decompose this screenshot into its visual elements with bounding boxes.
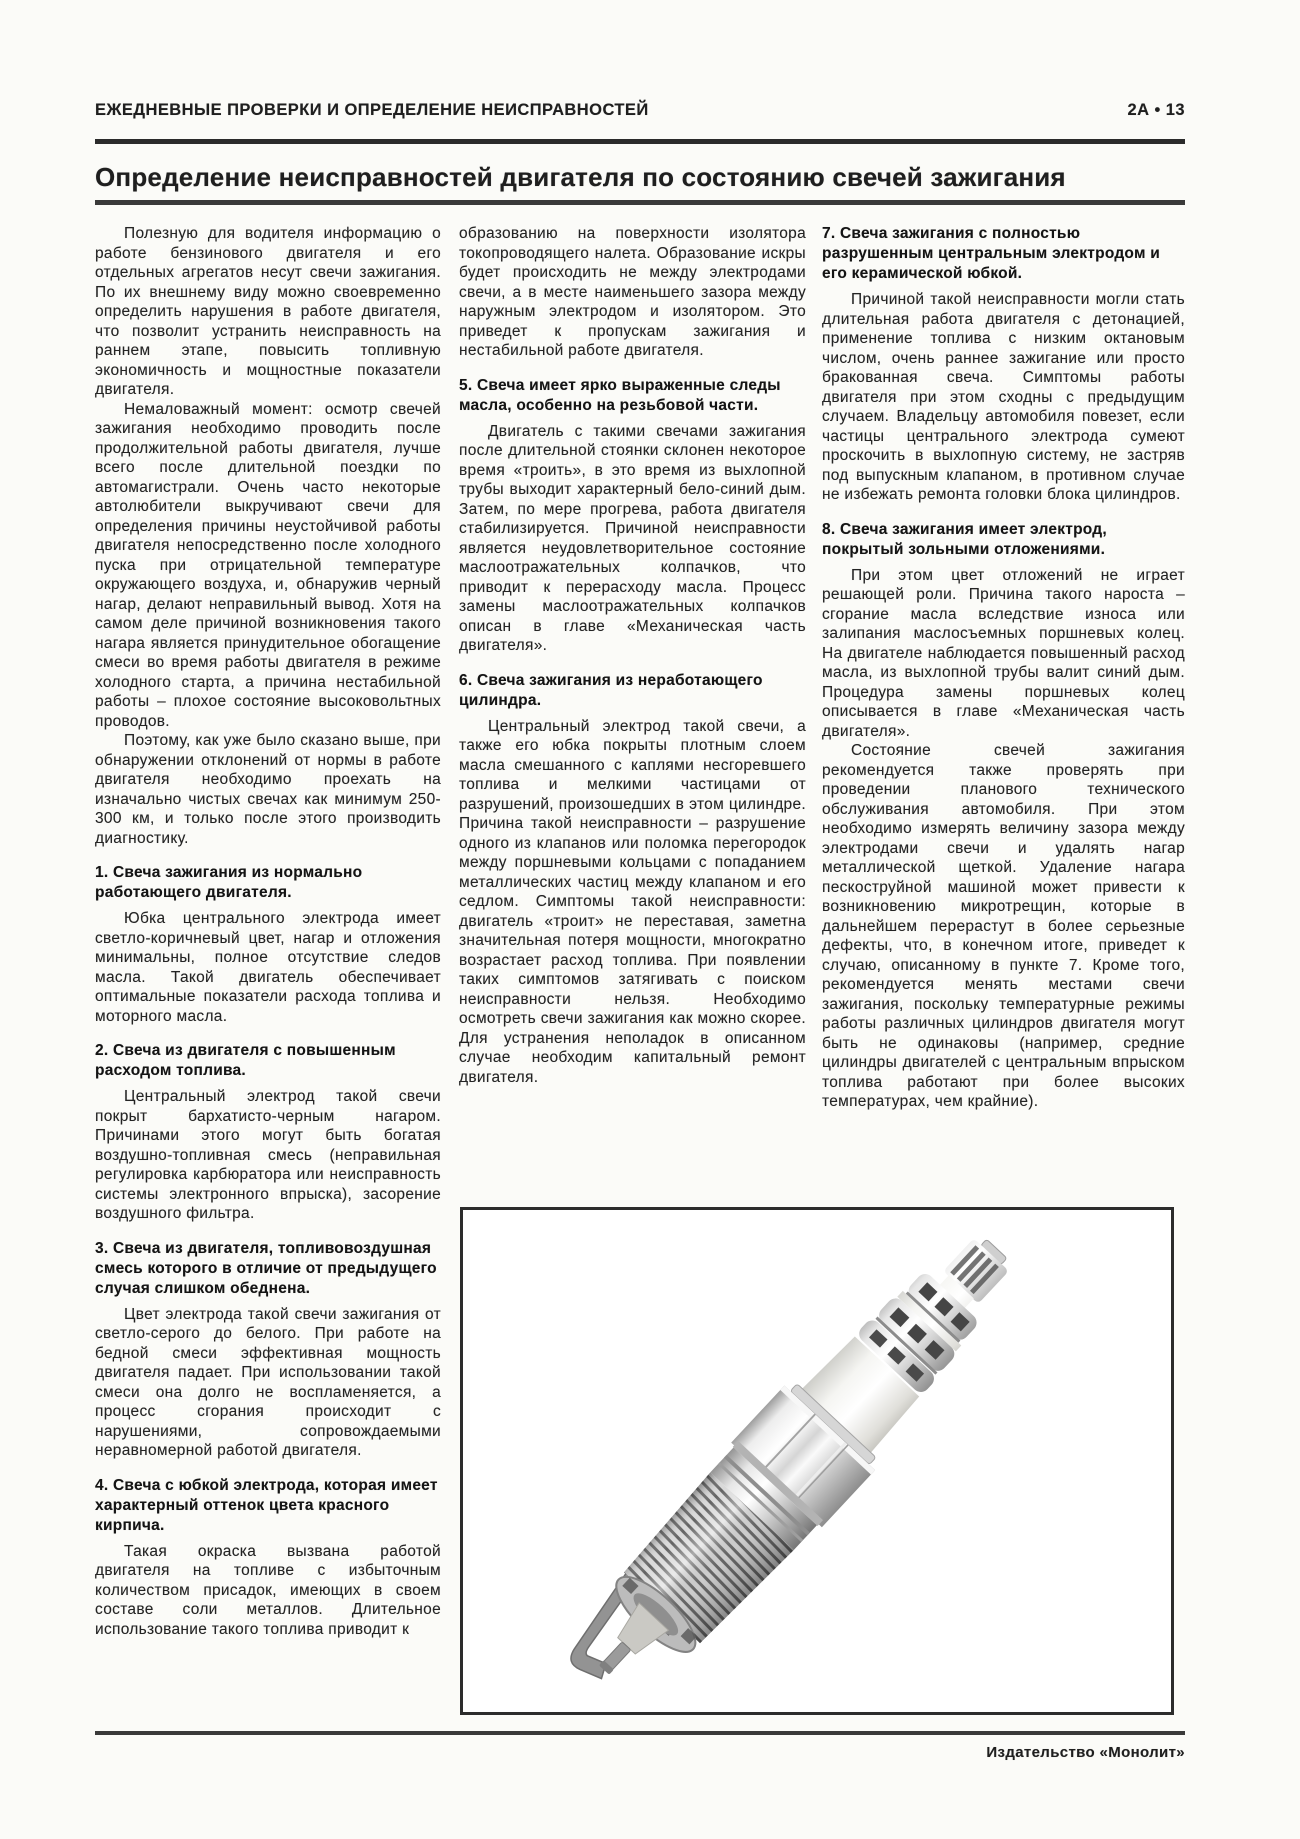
item-heading: 1. Свеча зажигания из нормально работающего двигателя. [95,864,363,901]
item-heading: 5. Свеча имеет ярко выраженные следы масла, особенно на резьбовой части. [459,376,781,414]
body-paragraph: Центральный электрод такой свечи, а также его юбка покрыты плотным слоем масла смешанного с каплями несгоревшего топлива и мелкими частицами от разрушений, произошедших в этом цилиндре. Причина такой неисправности – разрушение одного из клапанов или поломка перегородок между поршневыми кольцами с попаданием металлических частиц между клапаном и его седлом. Симптомы такой неисправности: двигатель «троит» не переставая, заметна значительная потеря мощности, многократно возрастает расход топлива. При появлении таких симптомов затягивать с поиском неисправности нельзя. Необходимо осмотреть свечи зажигания как можно скорее. Для устранения неполадок в описанном случае необходим капитальный ремонт двигателя. [459,717,806,1086]
spark-plug-figure [464,1211,1170,1711]
body-paragraph: Такая окраска вызвана работой двигателя на топливе с избыточным количеством присадок, имеющих в своем составе соли металлов. Длительное использование такого топлива приводит к [95,1542,441,1638]
body-paragraph: Немаловажный момент: осмотр свечей зажигания необходимо проводить после продолжительной работы двигателя, лучше всего после длительной поездки по автомагистрали. Очень часто некоторые автолюбители выкручивают свечи для определения причины неустойчивой работы двигателя непосредственно после холодного пуска при отрицательной температуре окружающего воздуха, и, обнаружив черный нагар, делают неправильный вывод. Хотя на самом деле причиной возникновения такого нагара является принудительное обогащение смеси во время работы двигателя в режиме холодного старта, а причина нестабильной работы – плохое состояние высоковольтных проводов. [95,400,441,730]
column-middle [459,224,806,1087]
body-paragraph: Центральный электрод такой свечи покрыт бархатисто-черным нагаром. Причинами этого могут быть богатая воздушно-топливная смесь (неправильная регулировка карбюратора или неисправность системы электронного впрыска), засорение воздушного фильтра. [95,1088,441,1222]
body-paragraph: Поэтому, как уже было сказано выше, при обнаружении отклонений от нормы в работе двигателя необходимо проехать на изначально чистых свечах как минимум 250-300 км, и только после этого производить диагностику. [95,732,441,847]
item-heading: 4. Свеча с юбкой электрода, которая имеет характерный оттенок цвета красного кирпича. [95,1476,438,1534]
body-paragraph: Полезную для водителя информацию о работе бензинового двигателя и его отдельных агрегатов несут свечи зажигания. По их внешнему виду можно своевременно определить нарушения в работе двигателя, что позволит устранить неисправность на раннем этапе, повысить топливную экономичность и мощностные показатели двигателя. [95,225,441,398]
column-left [95,224,441,1639]
body-paragraph: Причиной такой неисправности могли стать длительная работа двигателя с детонацией, применение топлива с низким октановым числом, очень раннее зажигание или просто бракованная свеча. Симптомы работы двигателя при этом сходны с предыдущим случаем. Владельцу автомобиля повезет, если частицы центрального электрода сумеют проскочить в выхлопную систему, не застряв под выпускным клапаном, в противном случае не избежать ремонта головки блока цилиндров. [822,291,1185,503]
body-paragraph: При этом цвет отложений не играет решающей роли. Причина такого нароста – сгорание масла вследствие износа или залипания маслосъемных поршневых колец. На двигателе наблюдается повышенный расход масла, из выхлопной трубы валит синий дым. Процедура замены поршневых колец описывается в главе «Механическая часть двигателя». [822,566,1185,740]
column-right [822,224,1185,1112]
item-heading: 8. Свеча зажигания имеет электрод, покрытый зольными отложениями. [822,520,1107,558]
body-paragraph: образованию на поверхности изолятора токопроводящего налета. Образование искры будет происходить не между электродами свечи, а в месте наименьшего зазора между наружным электродом и изолятором. Это приведет к пропускам зажигания и нестабильной работе двигателя. [459,225,806,359]
item-heading: 6. Свеча зажигания из неработающего цилиндра. [459,671,763,709]
item-heading: 7. Свеча зажигания с полностью разрушенным центральным электродом и его керамической юбкой. [822,225,1160,282]
item-heading: 2. Свеча из двигателя с повышенным расходом топлива. [95,1042,396,1079]
footer-rule [95,1731,1185,1735]
body-paragraph: Юбка центрального электрода имеет светло-коричневый цвет, нагар и отложения минимальны, полное отсутствие следов масла. Такой двигатель обеспечивает оптимальные показатели расхода топлива и моторного масла. [95,910,441,1025]
body-paragraph: Состояние свечей зажигания рекомендуется также проверять при проведении планового технического обслуживания автомобиля. При этом необходимо измерять величину зазора между электродами свечи и удалять нагар металлической щеткой. Удаление нагара пескоструйной машиной может привести к возникновению микротрещин, которые в дальнейшем перерастут в более серьезные дефекты, что, в конечном итоге, приведет к случаю, описанному в пункте 7. Кроме того, рекомендуется менять местами свечи зажигания, поскольку температурные режимы работы различных цилиндров двигателя могут быть не одинаковы (например, средние цилиндры двигателей с центральным впрыском топлива работают при более высоких температурах, чем крайние). [822,742,1185,1110]
header-section-title: ЕЖЕДНЕВНЫЕ ПРОВЕРКИ И ОПРЕДЕЛЕНИЕ НЕИСПРАВНОСТЕЙ [95,101,649,119]
body-paragraph: Двигатель с такими свечами зажигания после длительной стоянки склонен некоторое время «троить», в это время из выхлопной трубы выходит характерный бело-синий дым. Затем, по мере прогрева, работа двигателя стабилизируется. Причиной неисправности является неудовлетворительное состояние маслоотражательных колпачков, что приводит к перерасходу масла. Процесс замены маслоотражательных колпачков описан в главе «Механическая часть двигателя». [459,422,806,654]
page-header [95,101,1185,144]
publisher-credit: Издательство «Монолит» [986,1744,1185,1761]
header-page-number: 2А • 13 [1127,101,1185,119]
figure-frame [460,1207,1174,1715]
body-paragraph: Цвет электрода такой свечи зажигания от светло-серого до белого. При работе на бедной смеси эффективная мощность двигателя падает. При использовании такой смеси она долго не воспламеняется, а процесс сгорания происходит с нарушениями, сопровождаемыми неравномерной работой двигателя. [95,1305,441,1459]
item-heading: 3. Свеча из двигателя, топливовоздушная смесь которого в отличие от предыдущего случая слишком обеднена. [95,1239,437,1297]
page-title: Определение неисправностей двигателя по состоянию свечей зажигания [95,162,1185,205]
